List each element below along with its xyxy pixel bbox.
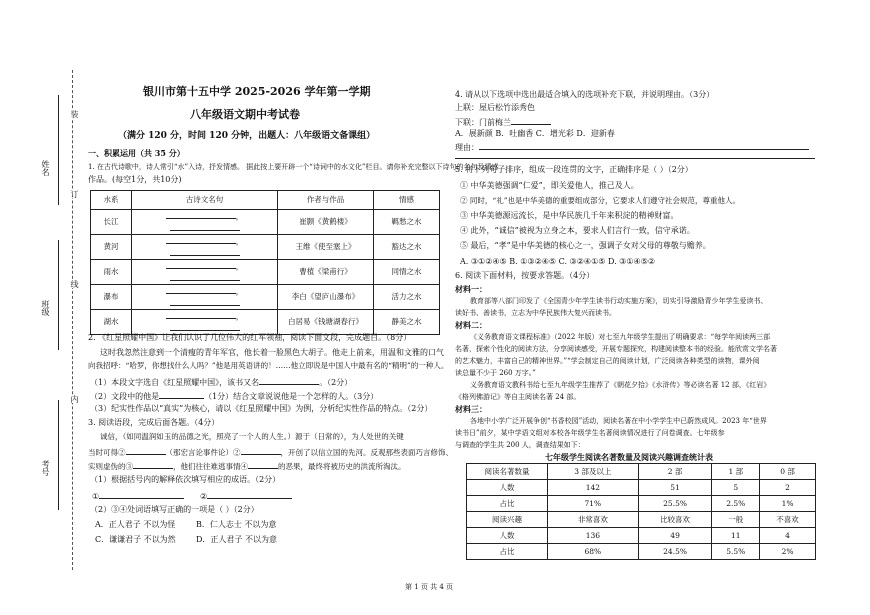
stat-cell: 不喜欢 xyxy=(760,512,816,528)
q4-options[interactable]: A．展新颜 B．吐幽香 C．增光彩 D．迎新春 xyxy=(455,129,615,138)
q1-line1: 1. 在古代诗歌中，诗人常引“水”入诗，抒发情感。 据此按上要开辟一个“诗词中的水文化”栏目。请你补充完整以下诗句的名句及情感 xyxy=(88,163,499,171)
material-3-text: 与调查的学生共 200 人，调查结果如下： xyxy=(455,441,585,449)
name-label: 姓名 xyxy=(41,160,50,176)
seal-char-4: 内 xyxy=(70,395,79,403)
material-2-text: 《义务教育语文课程标准》（2022 年版）对七至九年级学生提出了明确要求：“每学年阅读两三部 xyxy=(470,333,771,341)
cell-work: 李白《望庐山瀑布》 xyxy=(278,285,374,310)
option-c[interactable]: C．谦谦君子 不以为然 xyxy=(95,535,176,544)
stat-cell: 非常喜欢 xyxy=(548,512,639,528)
th-quote: 古诗文名句 xyxy=(132,191,278,210)
option-a[interactable]: A．正人君子 不以为怪 xyxy=(95,520,176,529)
stat-cell: 阅读名著数量 xyxy=(467,464,548,480)
q4-lower-couplet: 下联：门前梅兰 xyxy=(455,116,551,128)
q2-sub3: （3）纪实性作品以“真实”为核心，请以《红星照耀中国》为例，分析纪实性作品的特点。（2分） xyxy=(90,404,433,413)
stat-cell: 51 xyxy=(638,480,712,496)
stat-table-title: 七年级学生阅读名著数量及阅读兴趣调查统计表 xyxy=(545,452,713,462)
q3-sub2: （2）③④处词语填写正确的一项是（ ）（2分） xyxy=(90,505,259,514)
material-2-text: 读总量不少于 260 万字。” xyxy=(455,369,536,377)
material-3-label: 材料三： xyxy=(455,404,487,414)
q3-passage-3: 实则虚伪的③ ，他们往往难逃事情④ 的恶果，最终将被历史的洪流所淘汰。 xyxy=(88,462,406,471)
exam-no-underline xyxy=(58,400,59,510)
binding-line xyxy=(72,70,73,570)
q2-line1: 2. 《红星照耀中国》让我们认识了几位伟大的红军领袖，阅读下面文段，完成题目。（8分） xyxy=(88,333,412,342)
cell-emotion: 静美之水 xyxy=(374,310,440,335)
stat-cell: 5.5% xyxy=(712,544,760,560)
material-3-text: 各地中小学广泛开展争创“书香校园”活动，阅读名著在中小学学生中已蔚然成风。2023 年“世界 xyxy=(470,417,767,425)
q3-passage-2: 当时可得② （那宏言论事件论）② ，开创了以信立国的先河。反观那些表面巧言修饰、 xyxy=(88,448,453,457)
q5-item: ④ 此外，“诚信”被视为立身之本，要求人们言行一致，信守承诺。 xyxy=(460,226,695,235)
stat-cell: 5 xyxy=(712,480,760,496)
q3-answer-2[interactable]: ② xyxy=(200,490,292,502)
q1-line2: 作品。(每空1分，共10分) xyxy=(88,175,182,184)
th-emotion: 情感 xyxy=(374,191,440,210)
seal-char-2: 订 xyxy=(70,190,79,198)
q5-item: ⑤ 最后，“孝”是中华美德的核心之一，强调子女对父母的尊敬与赡养。 xyxy=(460,241,711,250)
q5-item: ① 中华美德强调“仁爱”，即关爱他人，推己及人。 xyxy=(460,181,639,190)
cell-quote-blank[interactable]: ， xyxy=(132,235,278,260)
option-d[interactable]: D．正人君子 不以为意 xyxy=(196,535,277,544)
stat-cell: 71% xyxy=(548,496,639,512)
material-2-label: 材料二： xyxy=(455,320,487,330)
exam-subtitle: 八年级语文期中考试卷 xyxy=(190,108,300,121)
seal-char-1: 装 xyxy=(70,110,79,118)
q2-sub1: （1）本段文字选自《红星照耀中国》，该书又名 。（2分） xyxy=(90,378,353,387)
q5-item: ② 同时，“礼”也是中华美德的重要组成部分，它要求人们遵守社会规范，尊重他人。 xyxy=(460,196,741,205)
cell-water: 瀑布 xyxy=(91,285,132,310)
q2-passage-1: 这时我忽然注意到一个清瘦的青年军官，他长着一脸黑色大胡子。他走上前来，用温和文雅的口气 xyxy=(100,348,444,357)
stat-cell: 占比 xyxy=(467,544,548,560)
seal-char-3: 线 xyxy=(70,280,79,288)
q2-passage-2: 向我招呼：“哈罗，你想找什么人吗？”他是用英语讲的！……他立即说是中国人中最有名的“精明”的一种人。 xyxy=(88,361,449,370)
stat-cell: 2.5% xyxy=(712,496,760,512)
material-3-text: 读书日”前夕，某中学语文组对本校各年级学生名著阅读情况进行了问卷调查。七年级参 xyxy=(455,429,725,437)
q4-heading: 4. 请从以下选项中选出最适合填入的选项补充下联，并说明理由。（3分） xyxy=(455,90,715,99)
q5-heading: 5. 将下列句子排序，组成一段连贯的文字，正确排序是（ ）（2分） xyxy=(455,165,693,174)
q4-upper-couplet: 上联：屋后松竹添秀色 xyxy=(455,103,535,112)
page-number: 第 1 页 共 4 页 xyxy=(405,583,454,591)
class-underline xyxy=(58,240,59,350)
section-1-heading: 一、积累运用（共 35 分） xyxy=(88,148,185,158)
stat-cell: 2 部 xyxy=(638,464,712,480)
stat-cell: 阅读兴趣 xyxy=(467,512,548,528)
poetry-table xyxy=(90,190,440,335)
material-1-label: 材料一： xyxy=(455,284,487,294)
q3-answer-1[interactable]: ① xyxy=(92,490,184,502)
q6-heading: 6. 阅读下面材料，按要求答题。（4分） xyxy=(455,271,595,280)
q4-answer-line[interactable] xyxy=(455,158,815,159)
stat-cell: 11 xyxy=(712,528,760,544)
cell-emotion: 豁达之水 xyxy=(374,235,440,260)
th-water: 水系 xyxy=(91,191,132,210)
stat-cell: 人数 xyxy=(467,480,548,496)
cell-quote-blank[interactable]: ， xyxy=(132,310,278,335)
stat-cell: 2 xyxy=(760,480,816,496)
stat-cell: 1 部 xyxy=(712,464,760,480)
material-2-text: 名著，探索个性化的阅读方法，分享阅读感受，开展专题探究，构建阅读整本书的经验。能欣赏文学名著 xyxy=(455,345,777,353)
cell-water: 长江 xyxy=(91,210,132,235)
stat-cell: 人数 xyxy=(467,528,548,544)
stat-cell: 136 xyxy=(548,528,639,544)
exam-no-label: 考号 xyxy=(41,460,50,476)
cell-work: 崔颢《黄鹤楼》 xyxy=(278,210,374,235)
stat-cell: 比较喜欢 xyxy=(638,512,712,528)
stat-cell: 24.5% xyxy=(638,544,712,560)
exam-title: 银川市第十五中学 2025-2026 学年第一学期 xyxy=(143,85,371,98)
q5-item: ③ 中华美德源远流长，是中华民族几千年来积淀的精神财富。 xyxy=(460,211,679,220)
cell-water: 雨水 xyxy=(91,260,132,285)
cell-quote-blank[interactable]: ， xyxy=(132,285,278,310)
q3-passage-1: 诚信，（如同温润如玉的品德之光，照亮了一个人的人生。）源于（日常的），为人处世的关键 xyxy=(100,432,404,441)
material-2-text: 的艺术魅力，丰富自己的精神世界。”“学会制定自己的阅读计划，广泛阅读各种类型的读物，课外阅 xyxy=(455,357,760,365)
cell-work: 曹植《梁甫行》 xyxy=(278,260,374,285)
option-b[interactable]: B．仁人志士 不以为意 xyxy=(196,520,277,529)
stat-cell: 占比 xyxy=(467,496,548,512)
class-label: 班级 xyxy=(41,300,50,316)
stat-cell: 0 部 xyxy=(760,464,816,480)
cell-water: 湖水 xyxy=(91,310,132,335)
stat-cell: 68% xyxy=(548,544,639,560)
th-work: 作者与作品 xyxy=(278,191,374,210)
name-underline xyxy=(58,95,59,205)
stat-cell: 1% xyxy=(760,496,816,512)
q2-sub2: （2）文段中的他是 （1分）结合文章说说他是一个怎样的人。（3分） xyxy=(90,392,379,401)
q4-reason[interactable]: 理由： xyxy=(455,141,809,153)
stat-cell: 142 xyxy=(548,480,639,496)
cell-water: 黄河 xyxy=(91,235,132,260)
cell-emotion: 同情之水 xyxy=(374,260,440,285)
cell-quote-blank[interactable]: ， xyxy=(132,210,278,235)
cell-emotion: 羁愁之水 xyxy=(374,210,440,235)
stat-cell: 一般 xyxy=(712,512,760,528)
cell-quote-blank[interactable]: ， xyxy=(132,260,278,285)
stat-cell: 2% xyxy=(760,544,816,560)
cell-work: 白居易《钱塘湖春行》 xyxy=(278,310,374,335)
reading-survey-table xyxy=(466,463,816,560)
cell-emotion: 活力之水 xyxy=(374,285,440,310)
material-2-text: 《格列佛游记》等自主阅读名著 24 部。 xyxy=(455,393,581,401)
material-1-text: 读好书、善读书，立志为中华民族伟大复兴而读书。 xyxy=(455,309,616,317)
stat-cell: 4 xyxy=(760,528,816,544)
stat-cell: 49 xyxy=(638,528,712,544)
q5-options[interactable]: A. ③①②④⑤ B. ①③②④⑤ C. ③②④①⑤ D. ③①④⑤② xyxy=(460,257,656,266)
stat-cell: 3 部及以上 xyxy=(548,464,639,480)
material-1-text: 教育部等八部门印发了《全国青少年学生读书行动实施方案》，切实引导激励青少年学生爱读书、 xyxy=(470,297,768,305)
exam-info: （满分 120 分，时间 120 分钟，出题人：八年级语文备课组） xyxy=(118,131,376,141)
q3-heading: 3. 阅读语段，完成后面各题。（4分） xyxy=(88,418,220,427)
cell-work: 王维《使至塞上》 xyxy=(278,235,374,260)
stat-cell: 25.5% xyxy=(638,496,712,512)
q3-sub1: （1）根据括号内的解释依次填写相应的成语。（2分） xyxy=(90,475,281,484)
material-2-text: 义务教育语文教科书给七至九年级学生推荐了《朝花夕拾》《水浒传》等必读名著 12 部，《红岩》 xyxy=(470,381,771,389)
